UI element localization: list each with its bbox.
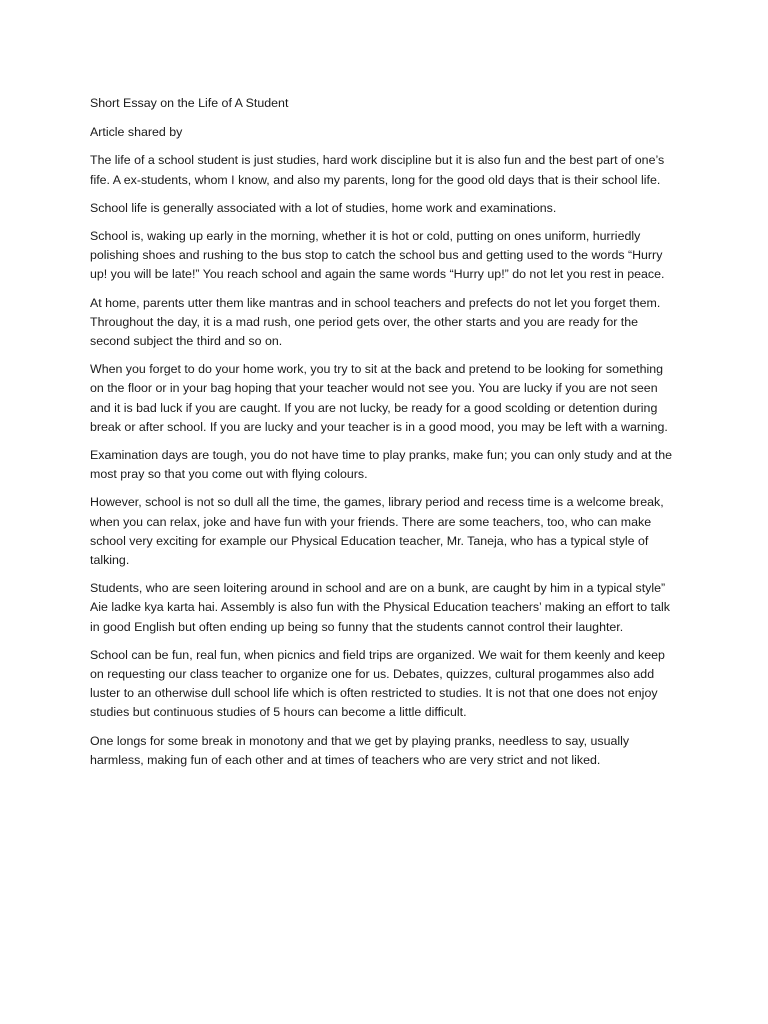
paragraph: At home, parents utter them like mantras and in school teachers and prefects do not let you forget them. Throughout the day, it is a mad rush, one period gets over, the other starts and you are ready for the second subject the third and so on. [90, 295, 661, 349]
document-byline: Article shared by [90, 125, 183, 140]
paragraph: When you forget to do your home work, you try to sit at the back and pretend to be looking for something on the floor or in your bag hoping that your teacher would not see you. You are lucky if you are not seen and it is bad luck if you are caught. If you are not lucky, be ready for a good scolding or detention during break or after school. If you are lucky and your teacher is in a good mood, you may be left with a warning. [90, 362, 668, 434]
paragraph: One longs for some break in monotony and that we get by playing pranks, needless to say, usually harmless, making fun of each other and at times of teachers who are very strict and not liked. [90, 733, 630, 767]
document-title: Short Essay on the Life of A Student [90, 96, 289, 110]
paragraph: School life is generally associated with a lot of studies, home work and examinations. [90, 200, 557, 215]
paragraph: School is, waking up early in the morning, whether it is hot or cold, putting on ones uniform, hurriedly polishing shoes and rushing to the bus stop to catch the school bus and getting used to the words “Hurry up! you will be late!” You reach school and again the same words “Hurry up!” do not let you rest in peace. [90, 229, 665, 282]
document-page [90, 94, 676, 779]
paragraph: Examination days are tough, you do not have time to play pranks, make fun; you can only study and at the most pray so that you come out with flying colours. [90, 448, 673, 482]
paragraph: The life of a school student is just studies, hard work discipline but it is also fun and the best part of one’s fife. A ex-students, whom I know, and also my parents, long for the good old days that is their school life. [90, 153, 665, 187]
paragraph: School can be fun, real fun, when picnics and field trips are organized. We wait for them keenly and keep on requesting our class teacher to organize one for us. Debates, quizzes, cultural progammes also add luster to an otherwise dull school life which is often restricted to studies. It is not that one does not enjoy studies but continuous studies of 5 hours can become a little difficult. [90, 647, 665, 720]
paragraph: However, school is not so dull all the time, the games, library period and recess time is a welcome break, when you can relax, joke and have fun with your friends. There are some teachers, too, who can make school very exciting for example our Physical Education teacher, Mr. Taneja, who has a typical style of talking. [90, 495, 664, 568]
paragraph: Students, who are seen loitering around in school and are on a bunk, are caught by him in a typical style” Aie ladke kya karta hai. Assembly is also fun with the Physical Education teachers’ making an effort to talk in good English but often ending up being so funny that the students cannot control their laughter. [90, 581, 670, 634]
